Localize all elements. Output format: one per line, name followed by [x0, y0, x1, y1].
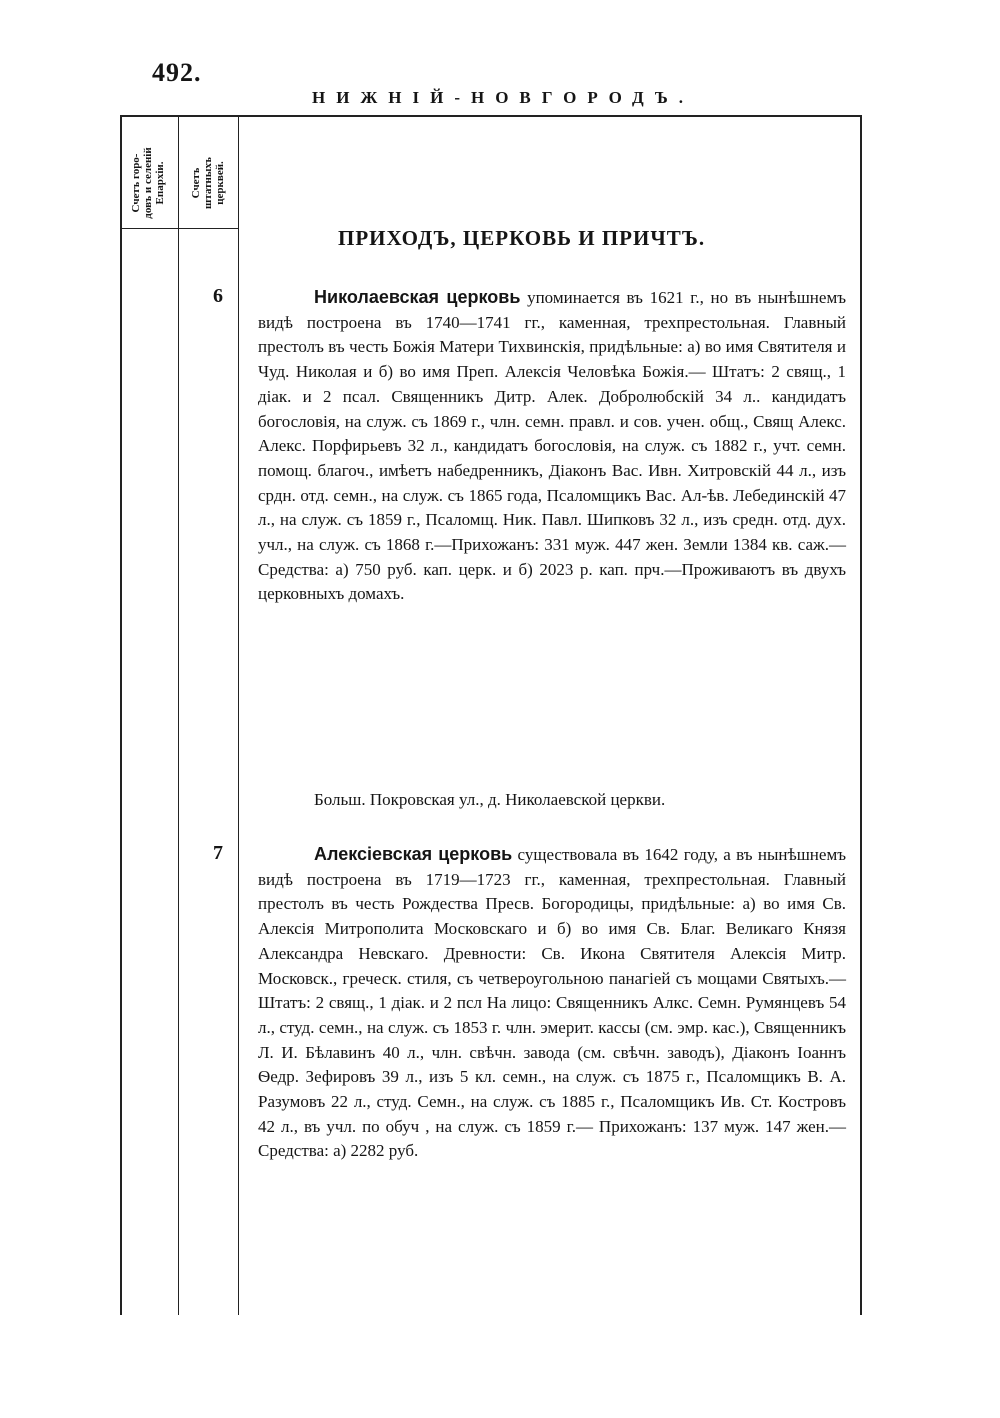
section-title: ПРИХОДЪ, ЦЕРКОВЬ И ПРИЧТЪ.: [338, 226, 706, 250]
entry-text: упоминается въ 1621 г., но въ нынѣшнемъ видѣ построена въ 1740—1741 гг., каменная, трехпрестольная. Главный престолъ въ честь Божія Матери Тихвинскія, придѣльные: а) во имя Святителя и Чуд. Николая и б) во имя Преп. Алексія Человѣка Божія.— Штатъ: 2 свящ., 1 діак. и 2 псал. Священникъ Дитр. Алек. Добролюбскій 34 л.. кандидатъ богословія, на служ. съ 1869 г., члн. семн. правл. и сов. учен. общ., Свящ Алекс. Алекс. Порфирьевъ 32 л., кандидатъ богословія, на служ. съ 1882 г., учт. семн. помощ. благоч., имѣетъ набедренникъ, Діаконъ Вас. Ивн. Хитровскій 44 л., изъ срдн. отд. семн., на служ. съ 1865 года, Псаломщикъ Вас. Ал-ѣв. Лебединскій 47 л., на служ. съ 1859 г., Псаломщ. Ник. Павл. Шипковъ 32 л., изъ средн. отд. дух. учл., на служ. съ 1868 г.—Прихожанъ: 331 муж. 447 жен. Земли 1384 кв. саж.— Средства: а) 750 руб. кап. церк. и б) 2023 р. кап. прч.—Проживаютъ въ двухъ церковныхъ домахъ.: [258, 288, 846, 604]
top-rule: [120, 115, 862, 117]
running-head: НИЖНІЙ-НОВГОРОДЪ.: [312, 88, 694, 107]
entry-lead: Николаевская церковь: [314, 287, 521, 307]
entry-paragraph: [258, 285, 846, 607]
entry-text: существовала въ 1642 году, а въ нынѣшнемъ видѣ построена въ 1719—1723 гг., каменная, трехпрестольная. Главный престолъ въ честь Рождества Пресв. Богородицы, придѣльные: а) во имя Св. Алексія Митрополита Московскаго и б) во имя Св. Благ. Великаго Князя Александра Невскаго. Древности: Св. Икона Святителя Алексія Митр. Московск., греческ. стиля, съ четвероугольною панагіей съ мощами Святыхъ.— Штатъ: 2 свящ., 1 діак. и 2 псл На лицо: Священникъ Алкс. Семн. Румянцевъ 54 л., студ. семн., на служ. съ 1853 г. члн. эмерит. кассы (см. эмр. кас.), Священникъ Л. И. Бѣлавинъ 40 л., члн. свѣчн. завода (см. свѣчн. заводъ), Діаконъ Іоаннъ Ѳедр. Зефировъ 39 л., изъ 5 кл. семн., на служ. съ 1875 г., Псаломщикъ В. А. Разумовъ 22 л., студ. Семн., на служ. съ 1885 г., Псаломщикъ Ив. Ст. Костровъ 42 л., въ учл. по обуч , на служ. съ 1859 г.— Прихожанъ: 137 муж. 147 жен.— Средства: а) 2282 руб.: [258, 845, 846, 1161]
column-header-settlements: Счетъ горо- довъ и селеній Епархіи.: [130, 147, 166, 219]
page-number: 492.: [152, 58, 202, 87]
entry-paragraph: [258, 842, 846, 1164]
entry-lead: Алексіевская церковь: [314, 844, 513, 864]
column-rule-2: [238, 115, 239, 1315]
column-rule-1: [178, 115, 179, 1315]
left-rule: [120, 115, 122, 1315]
address-line: Больш. Покровская ул., д. Николаевской церкви.: [314, 790, 666, 809]
column-header-churches: Счетъ штатныхъ церквей.: [190, 157, 226, 209]
entry-number: 6: [213, 285, 223, 307]
right-rule: [860, 115, 862, 1315]
entry-number: 7: [213, 842, 223, 864]
